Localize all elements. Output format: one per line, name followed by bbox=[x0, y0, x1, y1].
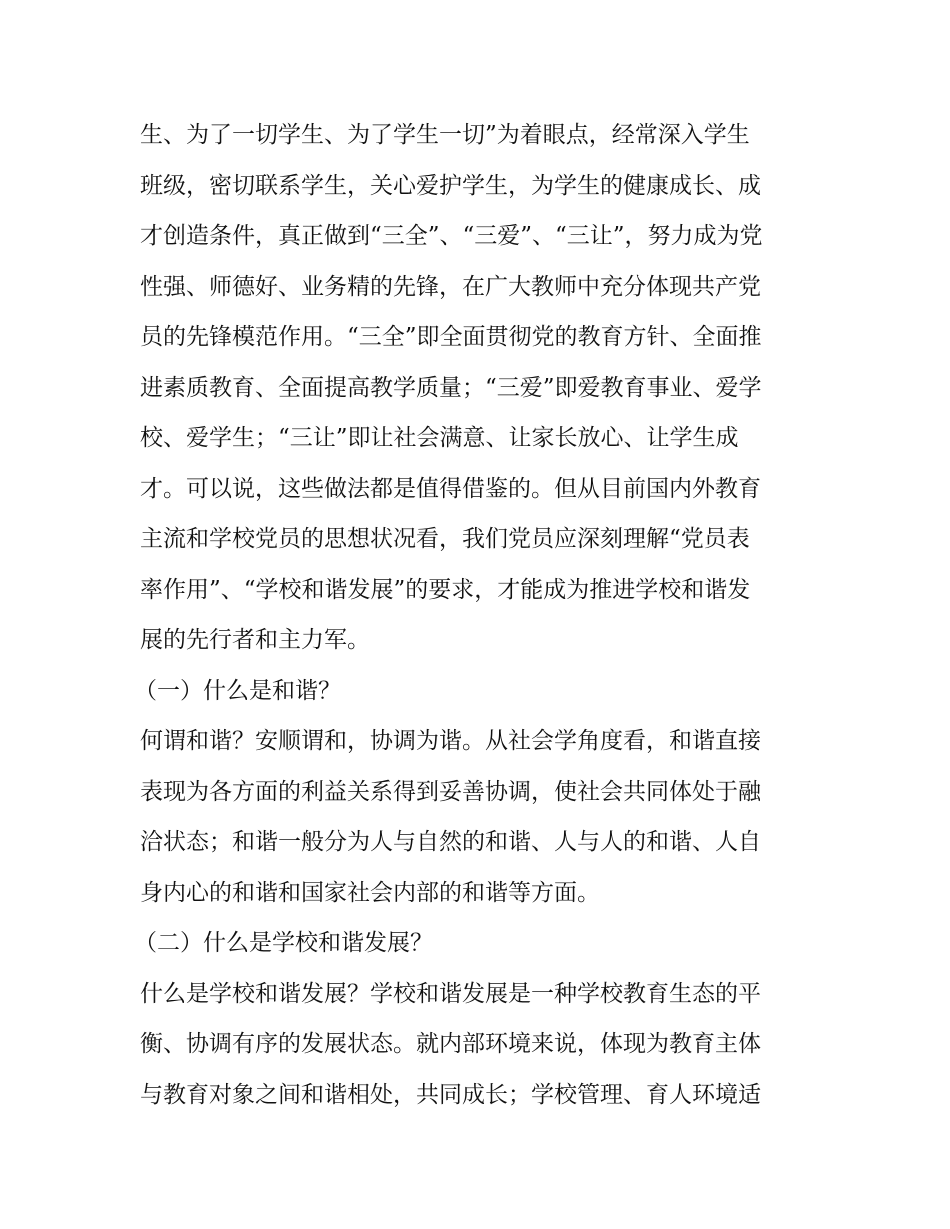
text-line: 与教育对象之间和谐相处，共同成长；学校管理、育人环境适 bbox=[140, 1081, 761, 1108]
text-line: 才。可以说，这些做法都是值得借鉴的。但从目前国内外教育 bbox=[140, 475, 761, 502]
text-line: 展的先行者和主力军。 bbox=[140, 627, 370, 653]
text-line: 率作用”、“学校和谐发展”的要求，才能成为推进学校和谐发 bbox=[140, 576, 751, 603]
text-line: 身内心的和谐和国家社会内部的和谐等方面。 bbox=[140, 879, 600, 906]
text-line: 主流和学校党员的思想状况看，我们党员应深刻理解“党员表 bbox=[140, 526, 750, 552]
text-line: 班级，密切联系学生，关心爱护学生，为学生的健康成长、成 bbox=[140, 172, 761, 199]
text-line: 性强、师德好、业务精的先锋，在广大教师中充分体现共产党 bbox=[140, 273, 761, 300]
text-line: 校、爱学生；“三让”即让社会满意、让家长放心、让学生成 bbox=[140, 425, 739, 451]
body-text bbox=[134, 110, 830, 1120]
text-line: 洽状态；和谐一般分为人与自然的和谐、人与人的和谐、人自 bbox=[140, 829, 761, 855]
text-line: 何谓和谐？安顺谓和，协调为谐。从社会学角度看，和谐直接 bbox=[140, 728, 761, 754]
text-line: 生、为了一切学生、为了学生一切”为着眼点，经常深入学生 bbox=[140, 122, 750, 148]
text-line: 表现为各方面的利益关系得到妥善协调，使社会共同体处于融 bbox=[140, 778, 761, 805]
text-line: 衡、协调有序的发展状态。就内部环境来说，体现为教育主体 bbox=[140, 1031, 761, 1057]
section-heading: （二）什么是学校和谐发展？ bbox=[134, 930, 433, 956]
text-line: 员的先锋模范作用。“三全”即全面贯彻党的教育方针、全面推 bbox=[140, 324, 762, 350]
text-line: 什么是学校和谐发展？学校和谐发展是一种学校教育生态的平 bbox=[140, 980, 761, 1007]
text-line: 才创造条件，真正做到“三全”、“三爱”、“三让”，努力成为党 bbox=[140, 223, 763, 249]
section-heading: （一）什么是和谐？ bbox=[134, 677, 341, 704]
text-line: 进素质教育、全面提高教学质量；“三爱”即爱教育事业、爱学 bbox=[140, 374, 762, 401]
